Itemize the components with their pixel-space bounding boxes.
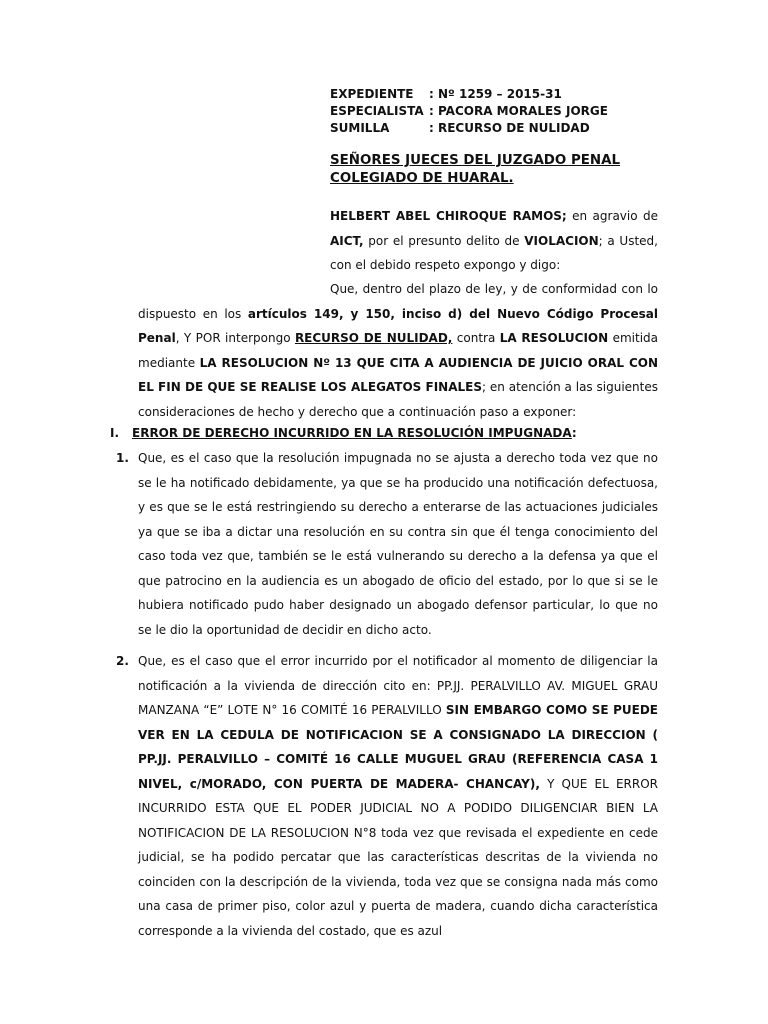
intro-paragraph xyxy=(330,204,658,278)
header-row-expediente xyxy=(330,86,660,103)
crime-name: VIOLACION xyxy=(524,233,599,248)
petition-paragraph xyxy=(138,277,658,424)
item-text-part: Y QUE EL ERROR INCURRIDO ESTA QUE EL PODER JUDICIAL NO A PODIDO DILIGENCIAR BIEN LA NOTIFICACION DE LA RESOLUCION N°8 toda vez que revisada el expediente en cede judicial, se ha podido percatar que las características descritas de la vivienda no coinciden con la descripción de la vivienda, toda vez que se consigna nada más como una casa de primer piso, color azul y puerta de madera, cuando dicha característica corresponde a la vivienda del costado, que es azul xyxy=(138,776,658,938)
intro-text: por el presunto delito de xyxy=(363,233,525,248)
list-item xyxy=(116,446,658,642)
header-value: : Nº 1259 – 2015-31 xyxy=(429,87,562,101)
item-text: Que, es el caso que la resolución impugnada no se ajusta a derecho toda vez que no se le ha notificado debidamente, ya que se ha producido una notificación defectuosa, y es que se le está restringiendo su derecho a enterarse de las actuaciones judiciales ya que se iba a dictar una resolución en su contra sin que él tenga conocimiento del caso toda vez que, también se le está vulnerando su derecho a la defensa ya que el que patrocino en la audiencia es un abogado de oficio del estado, por lo que si se le hubiera notificado pudo haber designado un abogado defensor particular, lo que no se le dio la oportunidad de decidir en dicho acto. xyxy=(138,451,658,637)
addressee-heading: SEÑORES JUECES DEL JUZGADO PENAL COLEGIADO DE HUARAL. xyxy=(330,153,621,186)
petitioner-name: HELBERT ABEL CHIROQUE RAMOS; xyxy=(330,209,567,223)
header-row-sumilla xyxy=(330,120,660,137)
list-item xyxy=(116,649,658,943)
item-number: 1. xyxy=(116,451,129,465)
resolucion-detail: LA RESOLUCION Nº 13 QUE CITA A AUDIENCIA DE JUICIO ORAL CON EL FIN DE QUE SE REALISE LOS ALEGATOS FINALES xyxy=(138,355,658,394)
body-text: contra xyxy=(452,331,500,345)
header-value: : PACORA MORALES JORGE xyxy=(429,104,608,118)
body-text: Que, dentro del plazo de ley, y de conformidad con lo dispuesto en los xyxy=(138,282,658,321)
section-title: ERROR DE DERECHO INCURRIDO EN LA RESOLUCIÓN IMPUGNADA xyxy=(132,426,572,440)
intro-text: ; a Usted, con el debido respeto expongo y digo: xyxy=(330,233,658,272)
item-text-part: Que, es el caso que el error incurrido por el notificador al momento de diligenciar la notificación a la vivienda de dirección cito en: PP.JJ. PERALVILLO AV. MIGUEL GRAU MANZANA “E” LOTE N° 16 COMITÉ 16 PERALVILLO xyxy=(138,654,658,717)
item-number: 2. xyxy=(116,654,129,668)
recurso-title: RECURSO DE NULIDAD, xyxy=(294,331,453,345)
section-number: I. xyxy=(110,426,120,440)
item-text-bold: SIN EMBARGO COMO SE PUEDE VER EN LA CEDULA DE NOTIFICACION SE A CONSIGNADO LA DIRECCION ( PP.JJ. PERALVILLO – COMITÉ 16 CALLE MUGUEL GRAU (REFERENCIA CASA 1 NIVEL, c/MORADO, CON PUERTA DE MADERA- CHANCAY), xyxy=(138,703,659,791)
item-text xyxy=(138,649,658,943)
header-row-especialista xyxy=(330,103,660,120)
section-colon: : xyxy=(571,426,577,440)
body-text: ; en atención a las siguientes consideraciones de hecho y derecho que a continuación paso a exponer: xyxy=(138,380,659,419)
header-value: : RECURSO DE NULIDAD xyxy=(429,121,590,135)
case-header xyxy=(330,86,660,137)
header-key: SUMILLA xyxy=(330,121,390,135)
body-text: emitida mediante xyxy=(138,331,659,370)
victim-initials: AICT, xyxy=(330,233,364,248)
articles-reference: artículos 149, y 150, inciso d) del Nuevo Código Procesal Penal xyxy=(138,306,658,345)
section-heading xyxy=(110,424,670,442)
body-text: , Y POR interpongo xyxy=(175,331,295,345)
resolucion-ref: LA RESOLUCION xyxy=(499,331,609,345)
intro-text: en agravio de xyxy=(566,209,658,223)
header-key: EXPEDIENTE xyxy=(330,87,414,101)
header-key: ESPECIALISTA xyxy=(330,104,424,118)
